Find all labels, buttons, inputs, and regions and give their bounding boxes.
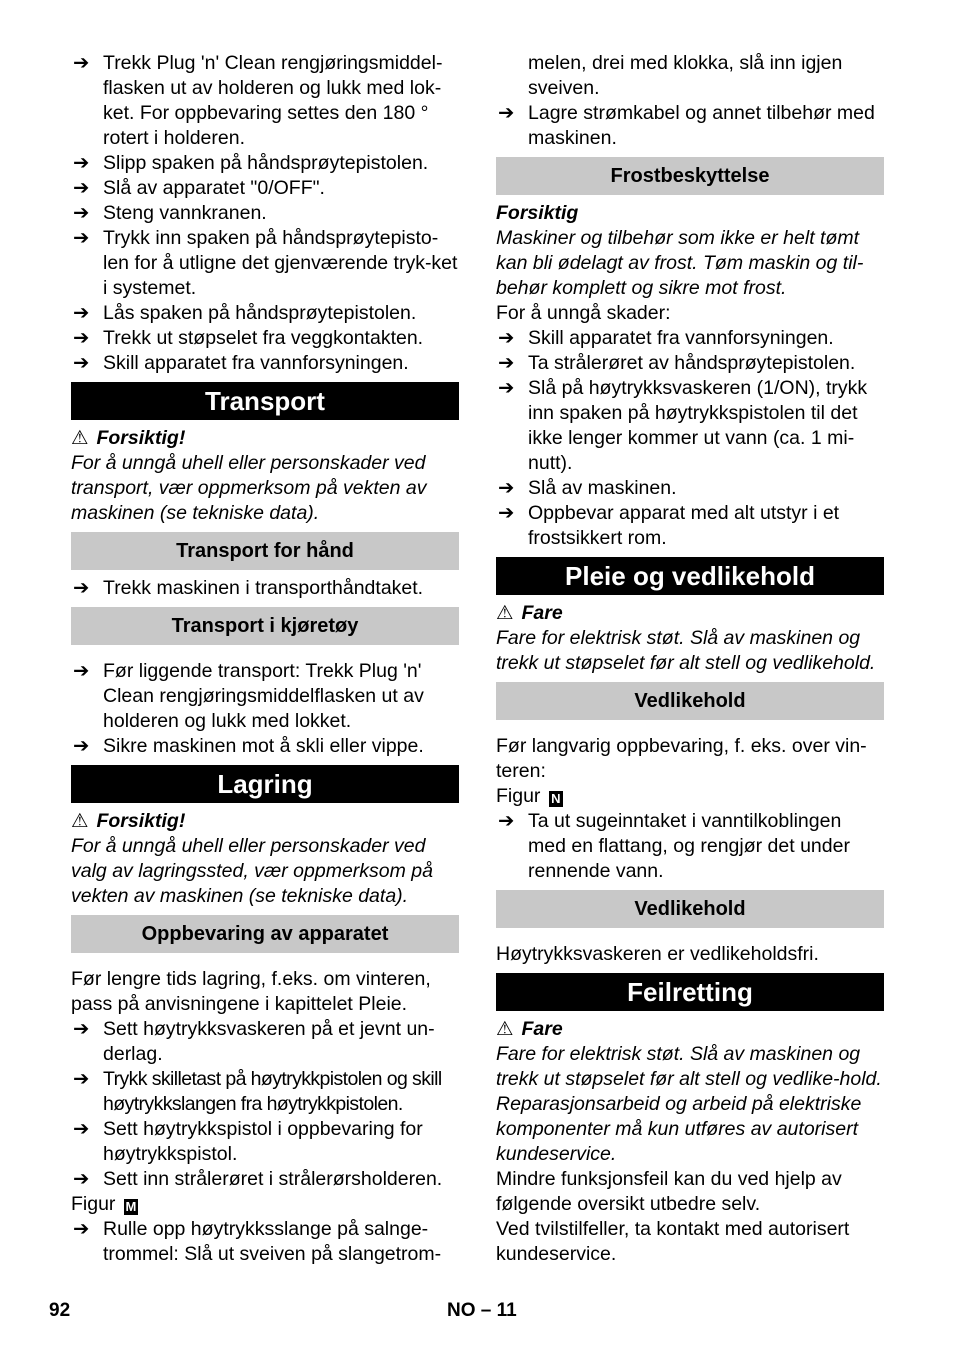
list-item: ➔ Lås spaken på håndsprøytepistolen.: [73, 302, 417, 324]
caution-title: ⚠ Forsiktig!: [71, 810, 186, 832]
page-number: 92: [49, 1300, 71, 1321]
caution-title: Forsiktig: [496, 202, 579, 224]
list-item: ➔ Slå på høytrykksvaskeren (1/ON), trykk inn spaken på høytrykkspistolen til det ikke lenger kommer ut vann (ca. 1 mi-nutt).: [498, 377, 868, 474]
list-item: ➔ Oppbevar apparat med alt utstyr i et frostsikkert rom.: [498, 502, 840, 549]
subsection-heading-frost: Frostbeskyttelse: [496, 157, 884, 195]
troubleshooting-text: Ved tvilstilfeller, ta kontakt med autorisert kundeservice.: [496, 1218, 850, 1265]
caution-text: For å unngå uhell eller personskader ved transport, vær oppmerksom på vekten av maskinen (se tekniske data).: [71, 452, 427, 524]
subsection-heading-transport-by-hand: Transport for hånd: [71, 532, 459, 570]
list-item: ➔ Rulle opp høytrykksslange på salnge-trommel: Slå ut sveiven på slangetrom-: [73, 1218, 442, 1265]
arrow-right-icon: ➔: [498, 810, 515, 832]
list-item: ➔ Slipp spaken på håndsprøytepistolen.: [73, 152, 429, 174]
arrow-right-icon: ➔: [73, 202, 90, 224]
list-item: ➔ Sett høytrykksvaskeren på et jevnt un-derlag.: [73, 1018, 435, 1065]
list-item: ➔ Slå av maskinen.: [498, 477, 677, 499]
maintenance-intro: Før langvarig oppbevaring, f. eks. over vin-teren:: [496, 735, 867, 782]
list-item: ➔ Trekk Plug 'n' Clean rengjøringsmiddel-flasken ut av holderen og lukk med lok-ket. For oppbevaring settes den 180 ° rotert i holderen.: [73, 52, 443, 149]
section-heading-storage: Lagring: [71, 765, 459, 803]
left-column: [71, 51, 459, 1267]
arrow-right-icon: ➔: [498, 502, 515, 524]
list-item: ➔ Trykk skilletast på høytrykkpistolen og skill høytrykkslangen fra høytrykkpistolen.: [73, 1068, 442, 1115]
list-item: ➔ Slå av apparatet "0/OFF".: [73, 177, 325, 199]
storage-intro: Før lengre tids lagring, f.eks. om vinteren, pass på anvisningene i kapittelet Pleie.: [71, 968, 431, 1015]
caution-title: ⚠ Forsiktig!: [71, 427, 186, 449]
caution-text: For å unngå uhell eller personskader ved valg av lagringssted, vær oppmerksom på vekten av maskinen (se tekniske data).: [71, 835, 433, 907]
figure-letter-icon: N: [549, 791, 563, 807]
section-heading-care: Pleie og vedlikehold: [496, 557, 884, 595]
figure-reference: Figur M: [71, 1193, 137, 1215]
arrow-right-icon: ➔: [73, 1218, 90, 1240]
list-item-continuation: melen, drei med klokka, slå inn igjen sveiven.: [528, 52, 843, 99]
list-item: ➔ Steng vannkranen.: [73, 202, 267, 224]
list-item: ➔ Ta strålerøret av håndsprøytepistolen.: [498, 352, 856, 374]
arrow-right-icon: ➔: [73, 1068, 89, 1090]
caution-text: Maskiner og tilbehør som ikke er helt tømt kan bli ødelagt av frost. Tøm maskin og til-behør komplett og sikre mot frost.: [496, 227, 864, 299]
list-item: ➔ Trekk ut støpselet fra veggkontakten.: [73, 327, 424, 349]
arrow-right-icon: ➔: [73, 227, 90, 249]
list-item: ➔ Sett høytrykkspistol i oppbevaring for høytrykkspistol.: [73, 1118, 423, 1165]
warning-triangle-icon: ⚠: [496, 1018, 514, 1040]
list-item: ➔ Ta ut sugeinntaket i vanntilkoblingen med en flattang, og rengjør det under rennende vann.: [498, 810, 850, 882]
list-item: ➔ Trykk inn spaken på håndsprøytepisto-len for å utligne det gjenværende tryk-ket i systemet.: [73, 227, 458, 299]
subsection-heading-maintenance: Vedlikehold: [496, 682, 884, 720]
arrow-right-icon: ➔: [73, 1018, 90, 1040]
danger-text: Fare for elektrisk støt. Slå av maskinen og trekk ut støpselet før alt stell og vedlikehold.: [496, 627, 876, 674]
subsection-heading-maintenance-2: Vedlikehold: [496, 890, 884, 928]
arrow-right-icon: ➔: [498, 327, 515, 349]
subsection-heading-transport-vehicle: Transport i kjøretøy: [71, 607, 459, 645]
arrow-right-icon: ➔: [73, 1168, 90, 1190]
warning-triangle-icon: ⚠: [71, 427, 89, 449]
arrow-right-icon: ➔: [73, 177, 90, 199]
list-item: ➔ Sikre maskinen mot å skli eller vippe.: [73, 735, 424, 757]
danger-text: Fare for elektrisk støt. Slå av maskinen og trekk ut støpselet før alt stell og vedlike-hold.: [496, 1043, 882, 1090]
figure-letter-icon: M: [125, 1199, 137, 1214]
danger-title: ⚠ Fare: [496, 1018, 563, 1040]
arrow-right-icon: ➔: [73, 735, 90, 757]
arrow-right-icon: ➔: [73, 302, 90, 324]
section-heading-troubleshooting: Feilretting: [496, 973, 884, 1011]
list-item: ➔ Lagre strømkabel og annet tilbehør med maskinen.: [498, 102, 875, 149]
arrow-right-icon: ➔: [73, 352, 90, 374]
troubleshooting-text: Mindre funksjonsfeil kan du ved hjelp av følgende oversikt utbedre selv.: [496, 1168, 842, 1215]
arrow-right-icon: ➔: [498, 102, 515, 124]
arrow-right-icon: ➔: [73, 577, 90, 599]
arrow-right-icon: ➔: [73, 1118, 90, 1140]
step-list: [71, 51, 459, 376]
figure-reference: Figur N: [496, 784, 884, 809]
danger-text: Reparasjonsarbeid og arbeid på elektriske komponenter må kun utføres av autorisert kundeservice.: [496, 1093, 862, 1165]
warning-triangle-icon: ⚠: [71, 810, 89, 832]
right-column: [496, 51, 884, 1267]
arrow-right-icon: ➔: [498, 477, 515, 499]
frost-intro: For å unngå skader:: [496, 302, 671, 324]
list-item: ➔ Trekk maskinen i transporthåndtaket.: [73, 577, 424, 599]
arrow-right-icon: ➔: [73, 52, 90, 74]
list-item: ➔ Før liggende transport: Trekk Plug 'n' Clean rengjøringsmiddelflasken ut av holderen og lukk med lokket.: [73, 660, 424, 732]
arrow-right-icon: ➔: [498, 377, 515, 399]
arrow-right-icon: ➔: [73, 327, 90, 349]
arrow-right-icon: ➔: [73, 152, 90, 174]
maintenance-free-text: Høytrykksvaskeren er vedlikeholdsfri.: [496, 943, 819, 965]
arrow-right-icon: ➔: [73, 660, 90, 682]
subsection-heading-device-storage: Oppbevaring av apparatet: [71, 915, 459, 953]
danger-title: ⚠ Fare: [496, 602, 563, 624]
list-item: ➔ Skill apparatet fra vannforsyningen.: [498, 327, 834, 349]
list-item: ➔ Sett inn strålerøret i strålerørsholderen.: [73, 1168, 443, 1190]
arrow-right-icon: ➔: [498, 352, 515, 374]
section-heading-transport: Transport: [71, 382, 459, 420]
warning-triangle-icon: ⚠: [496, 602, 514, 624]
list-item: ➔ Skill apparatet fra vannforsyningen.: [73, 352, 409, 374]
section-page-label: NO – 11: [447, 1300, 517, 1321]
